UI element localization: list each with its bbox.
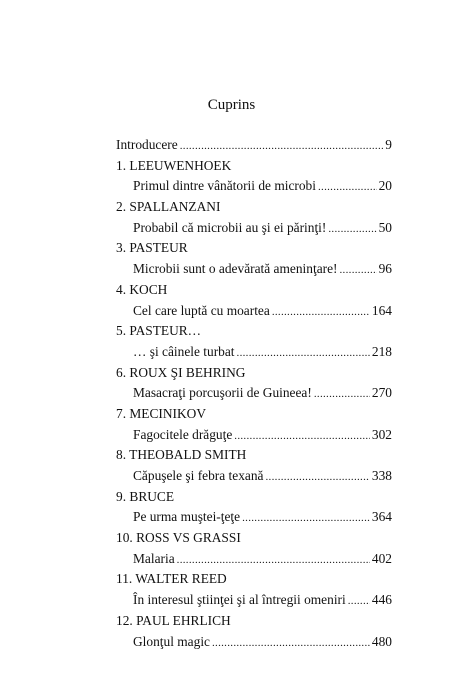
toc-page-number: 96 <box>378 261 392 277</box>
dot-leader <box>340 264 377 276</box>
toc-entry-label: Malaria <box>133 550 175 566</box>
toc-page-number: 9 <box>385 137 392 152</box>
toc-chapter-heading: 7. MECINIKOV <box>116 405 207 421</box>
toc-entry-label: În interesul ştiinţei şi al întregii omeniri <box>133 592 346 608</box>
dot-leader <box>272 306 370 318</box>
toc-page-number: 446 <box>371 592 392 608</box>
toc-chapter-heading: 9. BRUCE <box>116 488 175 504</box>
dot-leader <box>318 181 377 193</box>
toc-chapter-heading: 2. SPALLANZANI <box>116 199 221 215</box>
dot-leader <box>266 471 370 483</box>
toc-chapter-heading: 4. KOCH <box>116 281 168 297</box>
toc-entry <box>116 220 392 241</box>
toc-page-number: 338 <box>371 468 392 483</box>
toc-page-number: 218 <box>371 343 392 359</box>
table-of-contents <box>116 137 392 654</box>
dot-leader <box>348 595 370 607</box>
toc-chapter-heading: 10. ROSS VS GRASSI <box>116 530 241 546</box>
toc-entry-label: Cel care luptă cu moartea <box>133 302 270 318</box>
page-title: Cuprins <box>207 97 256 113</box>
toc-entry <box>116 303 392 324</box>
toc-page-number: 364 <box>371 509 392 525</box>
dot-leader <box>177 554 370 566</box>
toc-entry-label: Glonţul magic <box>133 633 210 649</box>
dot-leader <box>234 430 370 442</box>
toc-chapter-heading: 5. PASTEUR… <box>116 323 202 339</box>
dot-leader <box>328 223 376 235</box>
toc-entry <box>116 509 392 530</box>
toc-chapter-heading: 8. THEOBALD SMITH <box>116 447 247 463</box>
toc-entry <box>116 344 392 365</box>
toc-entry <box>116 592 392 613</box>
toc-entry-label: Primul dintre vânătorii de microbi <box>133 178 316 194</box>
toc-page-number: 402 <box>371 550 392 566</box>
toc-entry-label: … şi câinele turbat <box>133 343 235 359</box>
toc-chapter-heading: 6. ROUX ŞI BEHRING <box>116 364 246 380</box>
toc-page-number: 480 <box>371 633 392 649</box>
toc-page-number: 270 <box>371 385 392 401</box>
toc-entry-label: Fagocitele drăguţe <box>133 426 233 442</box>
dot-leader <box>212 637 370 649</box>
toc-chapter-heading: 1. LEEUWENHOEK <box>116 157 232 173</box>
toc-chapter-heading: 3. PASTEUR <box>116 240 188 256</box>
toc-entry-label: Microbii sunt o adevărată ameninţare! <box>133 261 338 277</box>
toc-page-number: 20 <box>378 178 392 194</box>
toc-chapter-heading: 11. WALTER REED <box>116 571 227 587</box>
toc-entry-label: Pe urma muştei-ţeţe <box>133 509 241 525</box>
toc-entry <box>116 551 392 572</box>
toc-chapter-heading: 12. PAUL EHRLICH <box>116 612 231 628</box>
toc-entry <box>116 468 392 489</box>
toc-page-number: 50 <box>378 219 392 235</box>
toc-entry <box>116 634 392 655</box>
dot-leader <box>180 140 384 152</box>
toc-page-number: 302 <box>371 426 392 442</box>
toc-entry-introducere <box>116 137 392 158</box>
toc-entry-label: Căpuşele şi febra texană <box>133 468 264 483</box>
dot-leader <box>314 388 370 400</box>
toc-page-number: 164 <box>371 302 392 318</box>
toc-entry-label: Introducere <box>116 137 178 152</box>
toc-entry-label: Masacraţi porcuşorii de Guineea! <box>133 385 312 401</box>
toc-entry <box>116 261 392 282</box>
dot-leader <box>242 512 370 524</box>
dot-leader <box>237 347 370 359</box>
toc-entry-label: Probabil că microbii au şi ei părinţi! <box>133 219 327 235</box>
toc-entry <box>116 385 392 406</box>
toc-entry <box>116 178 392 199</box>
toc-entry <box>116 427 392 448</box>
